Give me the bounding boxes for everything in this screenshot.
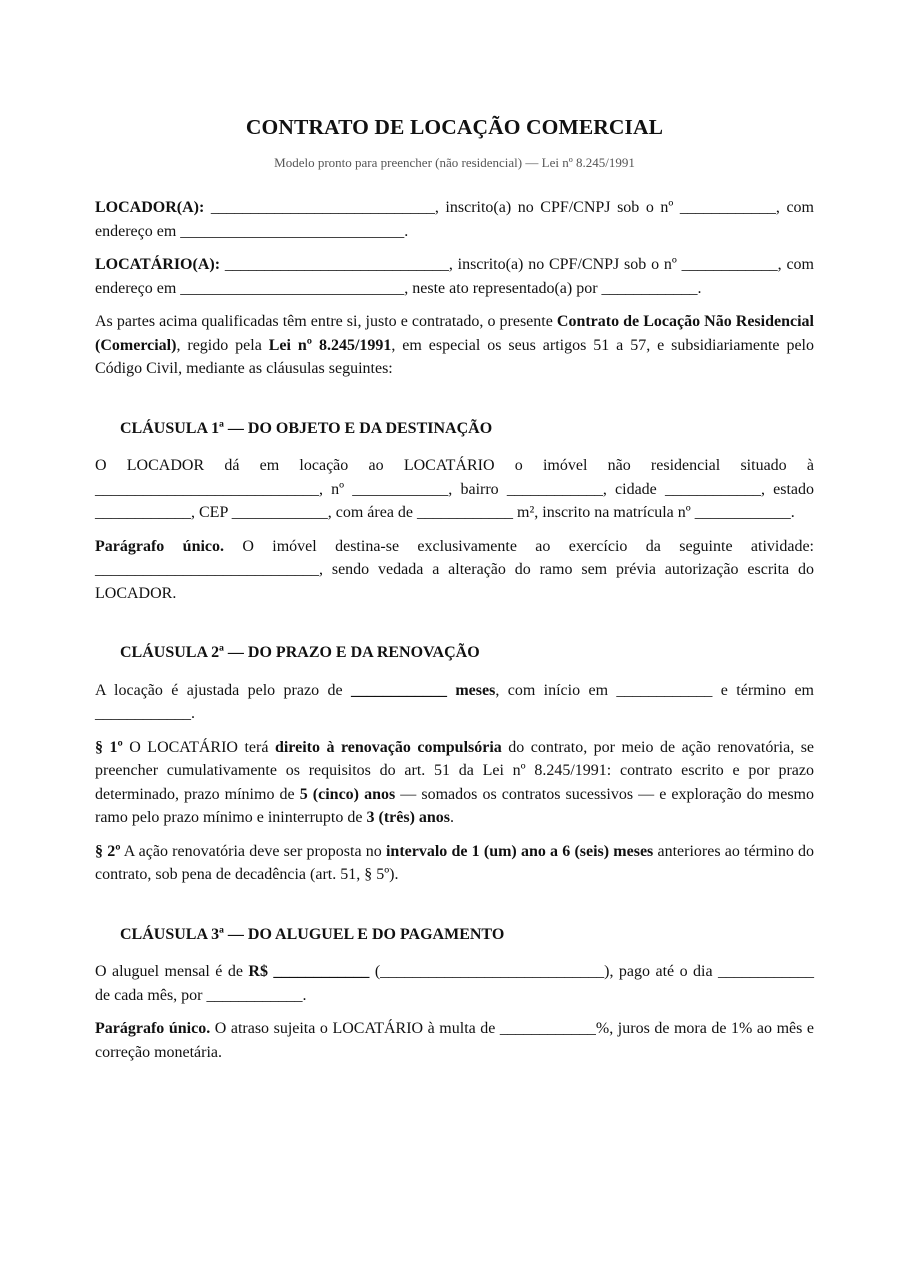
clause-text: A locação é ajustada pelo prazo de <box>95 681 351 699</box>
locatario-label: LOCATÁRIO(A): <box>95 256 221 273</box>
locatario-text: ____________________________, inscrito(a) no CPF/CNPJ sob o nº ____________, com endereço em ____________________________, neste ato representado(a) por ____________. <box>95 256 814 297</box>
sole-paragraph-label: Parágrafo único. <box>95 1020 211 1037</box>
minimum-term: 5 (cinco) anos <box>299 785 396 803</box>
clause-text: O aluguel mensal é de <box>95 963 249 980</box>
locador-label: LOCADOR(A): <box>95 199 205 216</box>
clause-text: anteriores ao término do contrato, sob pena de decadência (art. 51, § 5º). <box>95 842 815 883</box>
clause-text: (____________________________), pago até o dia ____________ de cada mês, por ____________. <box>95 963 815 1004</box>
clause-2-section-1 <box>95 736 814 830</box>
renewal-right: direito à renovação compulsória <box>274 738 502 756</box>
preamble-law-reference: Lei nº 8.245/1991 <box>268 336 392 354</box>
locador-text: ____________________________, inscrito(a) no CPF/CNPJ sob o nº ____________, com endereço em ____________________________. <box>95 199 814 240</box>
preamble-text: As partes acima qualificadas têm entre si, justo e contratado, o presente <box>95 313 557 330</box>
sole-paragraph-text: O atraso sujeita o LOCATÁRIO à multa de ____________%, juros de mora de 1% ao mês e correção monetária. <box>95 1020 814 1061</box>
preamble-contract-type: Contrato de Locação Não Residencial (Comercial) <box>95 313 814 354</box>
rent-amount-blank: R$ ____________ <box>248 963 370 980</box>
sole-paragraph-label: Parágrafo único. <box>95 537 225 555</box>
document-page <box>95 112 814 1064</box>
clause-3-paragraph <box>95 960 814 1007</box>
clause-3-sole-paragraph <box>95 1017 814 1064</box>
clause-text: — somados os contratos sucessivos — e exploração do mesmo ramo pelo prazo mínimo e ininterrupto de <box>95 785 814 826</box>
clause-text: A ação renovatória deve ser proposta no <box>120 842 386 860</box>
clause-3-heading: CLÁUSULA 3ª — DO ALUGUEL E DO PAGAMENTO <box>120 925 505 943</box>
clause-1-sole-paragraph <box>95 535 814 606</box>
preamble-text: , regido pela <box>176 336 269 354</box>
locatario-paragraph <box>95 253 814 300</box>
clause-text: . <box>450 809 455 826</box>
preamble-text: , em especial os seus artigos 51 a 57, e subsidiariamente pelo Código Civil, mediante as cláusulas seguintes: <box>95 336 814 377</box>
clause-2-paragraph <box>95 679 814 726</box>
sole-paragraph-text: O imóvel destina-se exclusivamente ao exercício da seguinte atividade: ____________________________, sendo vedada a alteração do ramo sem prévia autorização escrita do LOCADOR. <box>95 537 814 602</box>
preamble-paragraph <box>95 310 814 381</box>
term-months-blank: ____________ meses <box>350 681 496 699</box>
section-label: § 2º <box>95 842 121 860</box>
clause-1-paragraph: O LOCADOR dá em locação ao LOCATÁRIO o imóvel não residencial situado à ____________________________, nº ____________, bairro ____________, cidade ____________, estado ____________, CEP ____________, com área de ____________ m², inscrito na matrícula nº ____________. <box>95 457 814 521</box>
clause-1-heading: CLÁUSULA 1ª — DO OBJETO E DA DESTINAÇÃO <box>120 419 493 437</box>
clause-text: , com início em ____________ e término em ____________. <box>95 681 814 722</box>
section-label: § 1º <box>95 738 123 756</box>
renewal-interval: intervalo de 1 (um) ano a 6 (seis) meses <box>385 842 654 860</box>
clause-text: O LOCATÁRIO terá <box>122 738 275 756</box>
clause-2-section-2 <box>95 840 814 887</box>
document-title: CONTRATO DE LOCAÇÃO COMERCIAL <box>245 115 664 139</box>
clause-text: do contrato, por meio de ação renovatória, se preencher cumulativamente os requisitos do art. 51 da Lei nº 8.245/1991: contrato escrito e por prazo determinado, prazo mínimo de <box>95 738 815 803</box>
clause-2-heading: CLÁUSULA 2ª — DO PRAZO E DA RENOVAÇÃO <box>120 644 480 661</box>
document-subtitle: Modelo pronto para preencher (não residencial) — Lei nº 8.245/1991 <box>274 155 635 170</box>
minimum-activity-term: 3 (três) anos <box>366 809 451 826</box>
locador-paragraph <box>95 196 814 243</box>
